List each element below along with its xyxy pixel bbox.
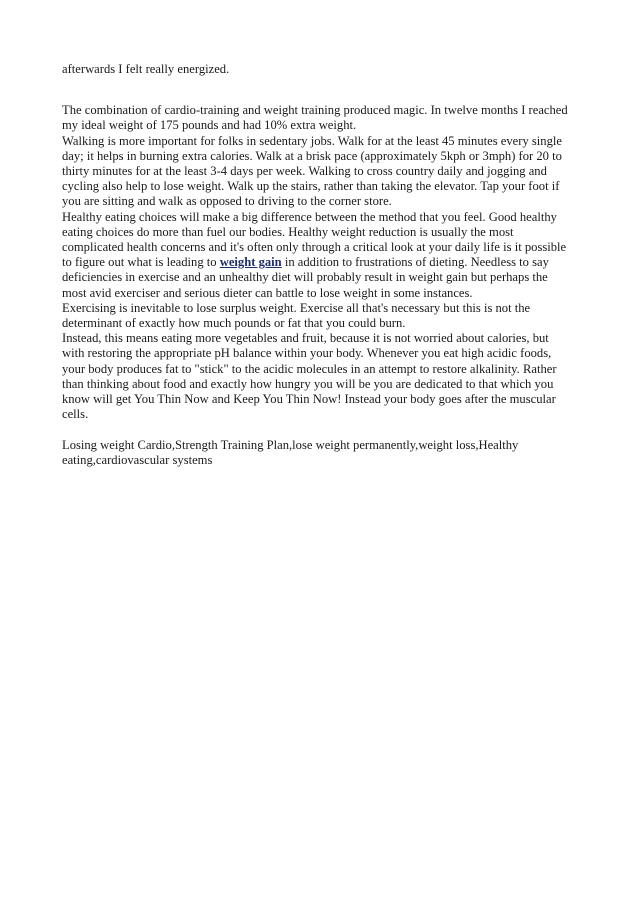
document-body bbox=[62, 62, 582, 468]
text-line: deficiencies in exercise and an unhealthy diet will probably result in weight gain but perhaps the bbox=[62, 270, 548, 285]
text-line: Walking is more important for folks in sedentary jobs. Walk for at the least 45 minutes every single bbox=[62, 133, 562, 148]
text-line: The combination of cardio-training and weight training produced magic. In twelve months I reached bbox=[62, 103, 568, 118]
text-line: my ideal weight of 175 pounds and had 10% extra weight. bbox=[62, 118, 357, 133]
text-line: than thinking about food and exactly how hungry you will be you are dedicated to that which you bbox=[62, 376, 554, 391]
text-line: Exercising is inevitable to lose surplus weight. Exercise all that's necessary but this is not the bbox=[62, 300, 531, 315]
paragraph-healthy-eating bbox=[62, 210, 582, 301]
text-line-with-link bbox=[62, 255, 582, 270]
text-line: your body produces fat to "stick" to the acidic molecules in an attempt to restore alkalinity. Rather bbox=[62, 361, 557, 376]
text-line: thirty minutes for at the least 3-4 days per week. Walking to cross country daily and jogging and bbox=[62, 164, 547, 179]
link-prefix-text: to figure out what is leading to bbox=[62, 255, 220, 270]
text-line: Healthy eating choices will make a big difference between the method that you feel. Good healthy bbox=[62, 209, 557, 224]
text-line: most avid exerciser and serious dieter can battle to lose weight in some instances. bbox=[62, 285, 473, 300]
text-line: day; it helps in burning extra calories. Walk at a brisk pace (approximately 5kph or 3mph) for 20 to bbox=[62, 148, 562, 163]
paragraph-results bbox=[62, 103, 582, 133]
paragraph-walking bbox=[62, 134, 582, 210]
tags-block bbox=[62, 438, 582, 468]
text-line: determinant of exactly how much pounds or fat that you could burn. bbox=[62, 316, 406, 331]
text-line: you are sitting and walk as opposed to driving to the corner store. bbox=[62, 194, 392, 209]
text-line: cycling also help to lose weight. Walk up the stairs, rather than taking the elevator. Tap your foot if bbox=[62, 179, 560, 194]
text-line: cells. bbox=[62, 407, 89, 422]
paragraph-ph-balance bbox=[62, 331, 582, 422]
text-line: Instead, this means eating more vegetables and fruit, because it is not worried about calories, but bbox=[62, 331, 549, 346]
tags-line: eating,cardiovascular systems bbox=[62, 452, 213, 467]
tags-line: Losing weight Cardio,Strength Training Plan,lose weight permanently,weight loss,Healthy bbox=[62, 437, 519, 452]
link-suffix-text: in addition to frustrations of dieting. Needless to say bbox=[281, 255, 549, 270]
text-line: know will get You Thin Now and Keep You Thin Now! Instead your body goes after the muscular bbox=[62, 392, 556, 407]
weight-gain-link[interactable]: weight gain bbox=[219, 255, 282, 270]
intro-line: afterwards I felt really energized. bbox=[62, 62, 230, 76]
text-line: complicated health concerns and it's often only through a critical look at your daily life is it possible bbox=[62, 240, 567, 255]
paragraph-gap bbox=[62, 422, 582, 437]
paragraph-gap bbox=[62, 77, 582, 103]
text-line: with restoring the appropriate pH balance within your body. Whenever you eat high acidic foods, bbox=[62, 346, 552, 361]
text-line: eating choices do more than fuel our bodies. Healthy weight reduction is usually the most bbox=[62, 224, 514, 239]
paragraph-exercising bbox=[62, 301, 582, 331]
